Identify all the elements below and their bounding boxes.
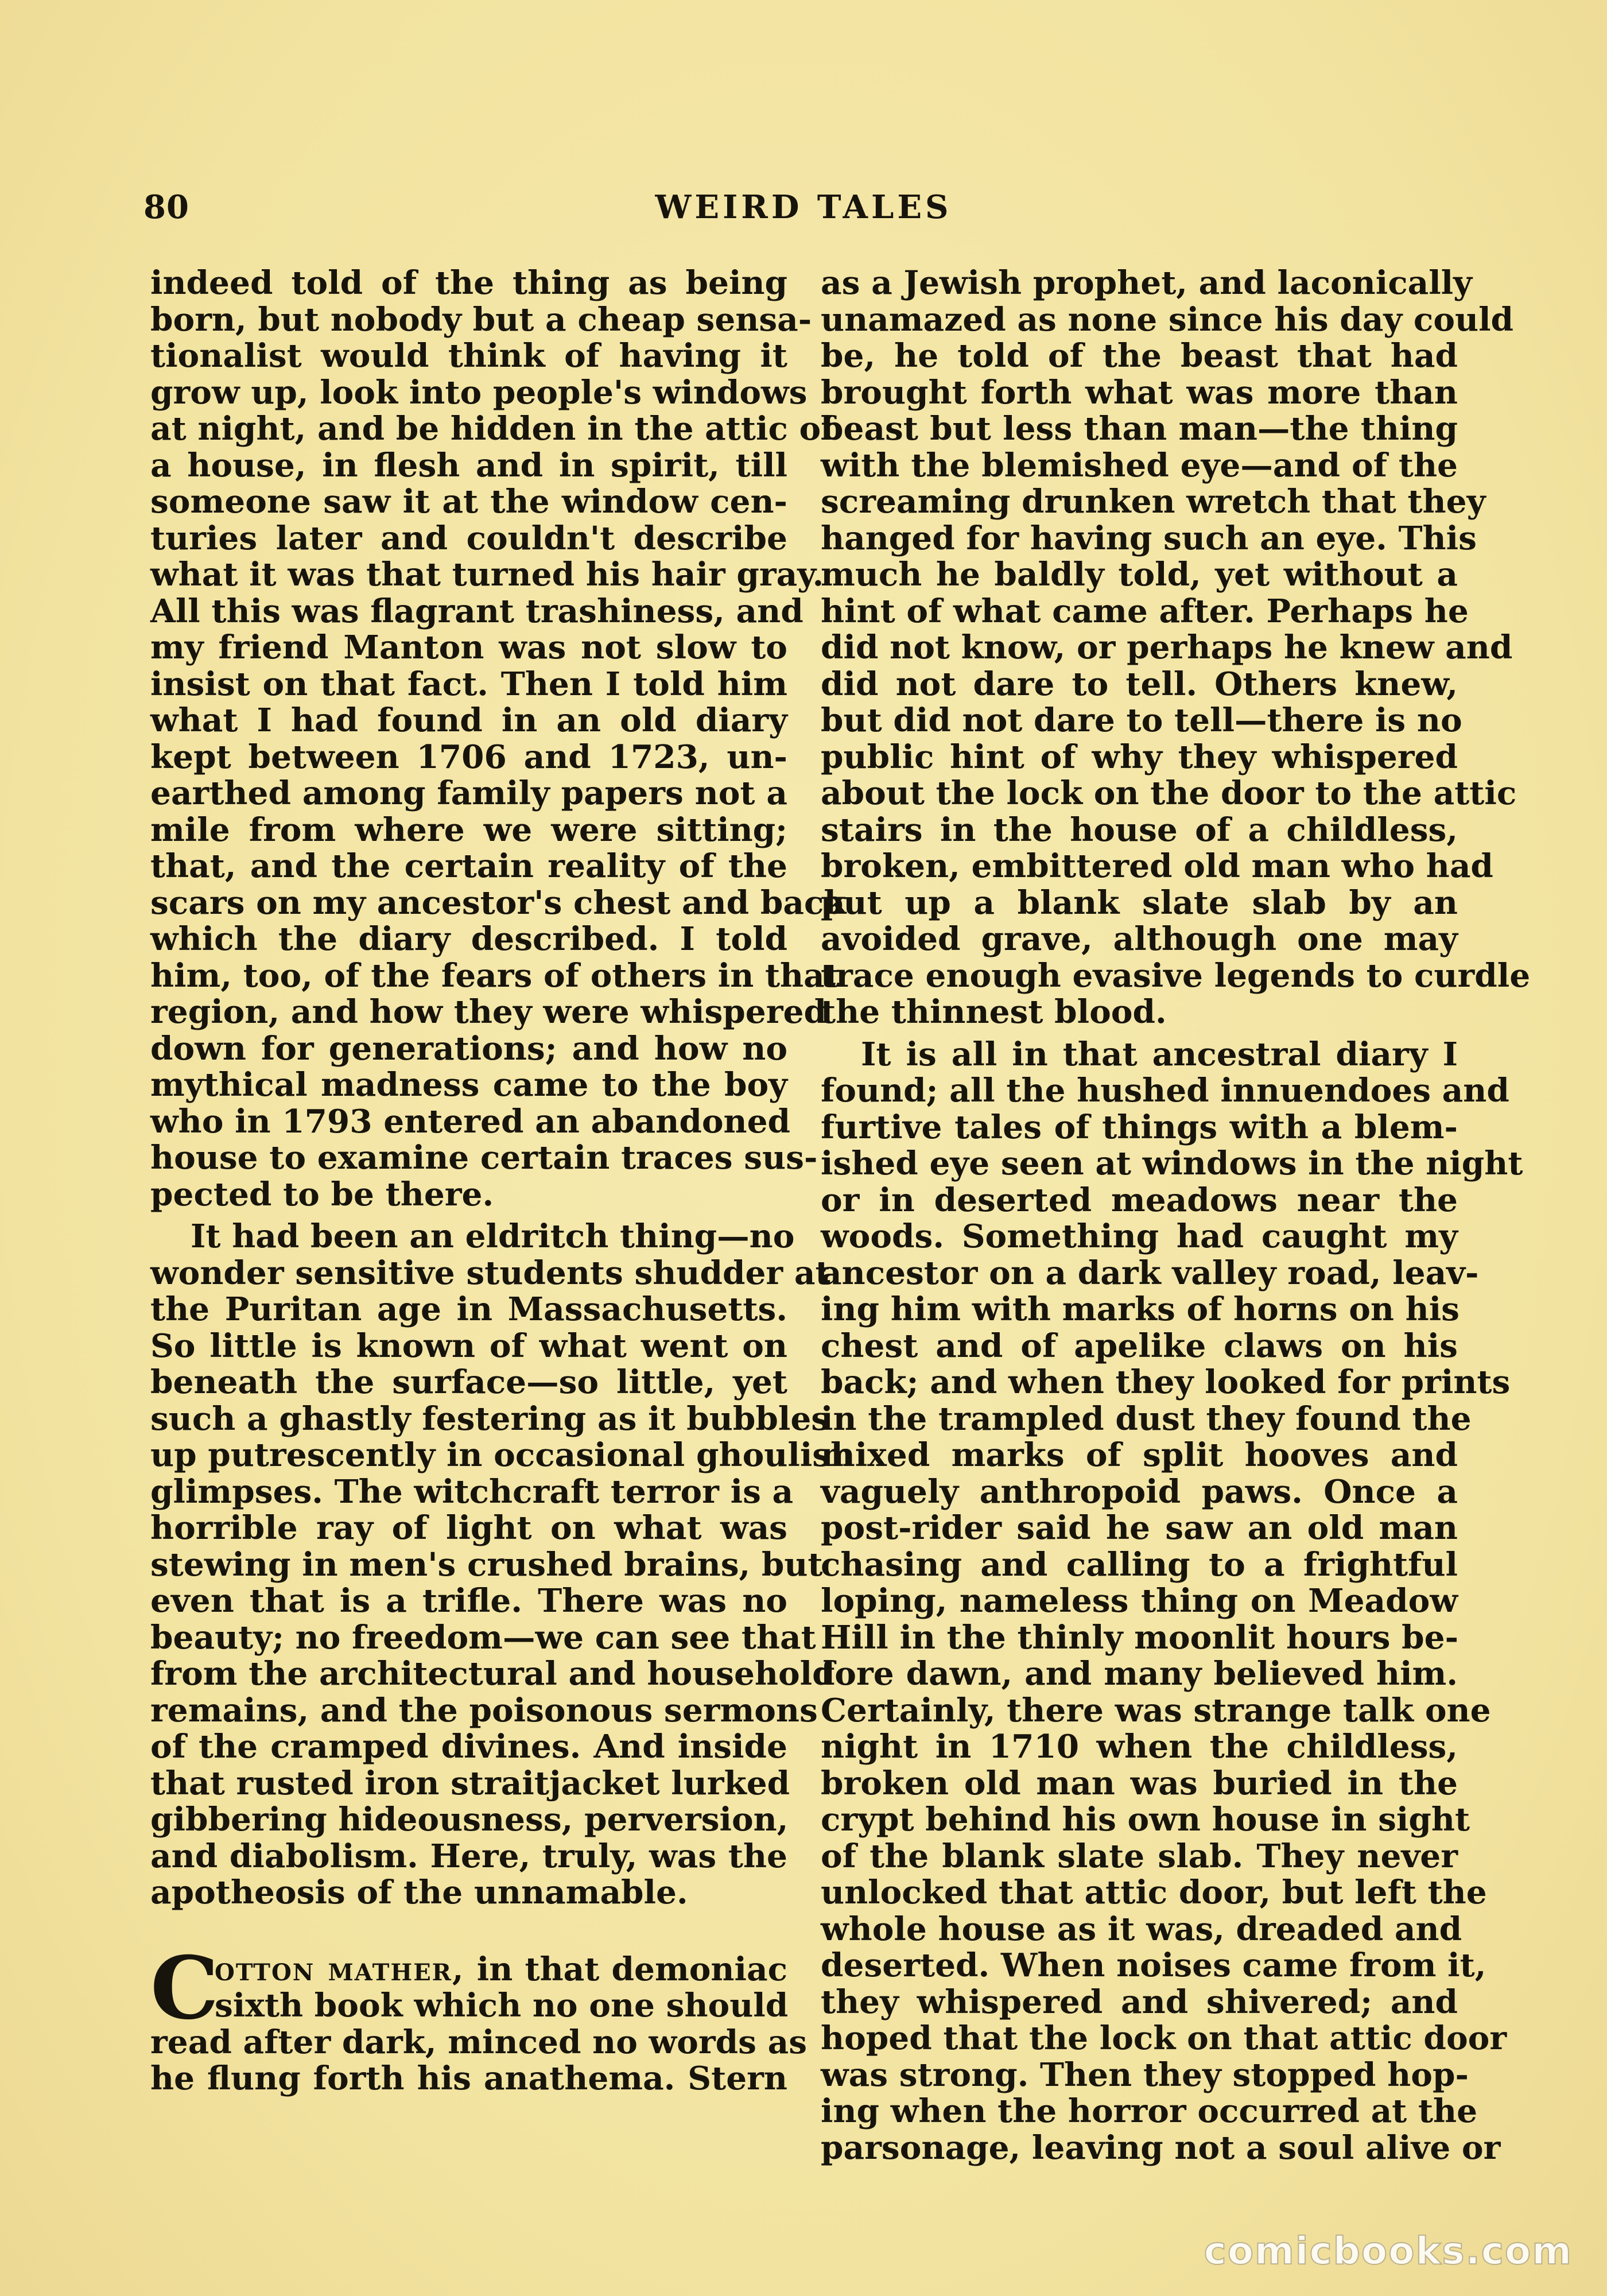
text-line: chasing and calling to a frightful: [821, 1545, 1458, 1584]
text-line: pected to be there.: [150, 1175, 494, 1213]
text-line: who in 1793 entered an abandoned: [150, 1102, 791, 1141]
text-line: did not know, or perhaps he knew and: [821, 629, 1513, 666]
text-line: beneath the surface—so little, yet: [150, 1363, 787, 1401]
text-line: earthed among family papers not a: [150, 774, 787, 812]
text-line: wonder sensitive students shudder at: [150, 1254, 830, 1292]
text-line: what I had found in an old diary: [150, 701, 787, 739]
text-line: him, too, of the fears of others in that: [150, 956, 840, 995]
text-line: such a ghastly festering as it bubbles: [150, 1399, 830, 1438]
text-line: All this was flagrant trashiness, and: [150, 592, 804, 630]
text-line: that rusted iron straitjacket lurked: [150, 1764, 790, 1802]
text-line: scars on my ancestor's chest and back: [150, 883, 847, 922]
text-line: horrible ray of light on what was: [150, 1509, 787, 1547]
text-line: put up a blank slate slab by an: [821, 883, 1458, 922]
text-line: the thinnest blood.: [821, 993, 1167, 1031]
text-line: mixed marks of split hooves and: [821, 1436, 1458, 1474]
text-line: Hill in the thinly moonlit hours be-: [821, 1618, 1459, 1657]
left-column: [150, 264, 855, 2097]
right-paragraph-1: [821, 264, 1531, 1031]
text-line: night in 1710 when the childless,: [821, 1728, 1458, 1766]
text-line: chest and of apelike claws on his: [821, 1327, 1458, 1365]
left-paragraph-2: [150, 1217, 855, 1911]
text-line: vaguely anthropoid paws. Once a: [821, 1472, 1458, 1511]
text-line: parsonage, leaving not a soul alive or: [821, 2128, 1501, 2167]
text-line: my friend Manton was not slow to: [150, 629, 787, 666]
text-line: born, but nobody but a cheap sensa-: [150, 300, 812, 339]
right-column: [821, 264, 1531, 2167]
text-line: crypt behind his own house in sight: [821, 1801, 1470, 1839]
text-line: deserted. When noises came from it,: [821, 1946, 1486, 1984]
text-line: [150, 1952, 787, 1988]
text-line: brought forth what was more than: [821, 373, 1458, 412]
text-line: beauty; no freedom—we can see that: [150, 1618, 816, 1657]
text-line: of the cramped divines. And inside: [150, 1728, 787, 1766]
text-line: grow up, look into people's windows: [150, 373, 808, 412]
text-line: ished eye seen at windows in the night: [821, 1145, 1523, 1182]
text-line: someone saw it at the window cen-: [150, 483, 787, 521]
text-line: what it was that turned his hair gray.: [150, 556, 824, 594]
text-line: or in deserted meadows near the: [821, 1181, 1458, 1219]
text-line: beast but less than man—the thing: [821, 410, 1458, 448]
text-line: It had been an eldritch thing—no: [191, 1217, 795, 1255]
text-line: sixth book which no one should: [215, 1987, 789, 2024]
text-line: kept between 1706 and 1723, un-: [150, 738, 787, 776]
page-header: [143, 178, 1464, 241]
text-line: screaming drunken wretch that they: [821, 483, 1486, 521]
text-line: of the blank slate slab. They never: [821, 1837, 1458, 1875]
text-line: house to examine certain traces sus-: [150, 1139, 818, 1177]
running-title: WEIRD TALES: [655, 188, 952, 226]
text-line: furtive tales of things with a blem-: [821, 1108, 1458, 1146]
small-caps-name: otton mather,: [215, 1950, 465, 1988]
text-line: at night, and be hidden in the attic of: [150, 410, 835, 448]
section-start-paragraph: [150, 1937, 808, 2097]
text-line: fore dawn, and many believed him.: [821, 1655, 1458, 1693]
first-line-rest: in that demoniac: [464, 1950, 787, 1988]
text-line: broken, embittered old man who had: [821, 847, 1493, 885]
text-line: as a Jewish prophet, and laconically: [821, 264, 1472, 302]
text-line: avoided grave, although one may: [821, 920, 1458, 958]
text-line: loping, nameless thing on Meadow: [821, 1582, 1458, 1620]
text-line: much he baldly told, yet without a: [821, 556, 1458, 594]
text-line: public hint of why they whispered: [821, 738, 1458, 776]
text-line: from the architectural and household: [150, 1655, 835, 1693]
text-line: whole house as it was, dreaded and: [821, 1910, 1462, 1948]
text-line: broken old man was buried in the: [821, 1764, 1458, 1802]
text-line: hint of what came after. Perhaps he: [821, 592, 1469, 630]
text-line: about the lock on the door to the attic: [821, 774, 1517, 812]
text-line: ancestor on a dark valley road, leav-: [821, 1254, 1479, 1292]
text-line: turies later and couldn't describe: [150, 519, 787, 557]
text-line: down for generations; and how no: [150, 1029, 787, 1068]
left-paragraph-1: [150, 264, 847, 1213]
text-line: woods. Something had caught my: [821, 1217, 1458, 1255]
text-line: they whispered and shivered; and: [821, 1983, 1458, 2021]
text-line: unamazed as none since his day could: [821, 300, 1514, 339]
text-line: Certainly, there was strange talk one: [821, 1691, 1491, 1729]
text-line: ing when the horror occurred at the: [821, 2092, 1478, 2130]
text-line: gibbering hideousness, perversion,: [150, 1801, 789, 1839]
text-line: trace enough evasive legends to curdle: [821, 956, 1531, 995]
text-line: hoped that the lock on that attic door: [821, 2019, 1507, 2057]
text-line: even that is a trifle. There was no: [150, 1582, 787, 1620]
text-line: mile from where we were sitting;: [150, 810, 787, 849]
text-line: apotheosis of the unnamable.: [150, 1874, 688, 1911]
text-line: he flung forth his anathema. Stern: [150, 2060, 787, 2097]
text-line: back; and when they looked for prints: [821, 1363, 1511, 1401]
text-line: ing him with marks of horns on his: [821, 1290, 1460, 1328]
text-line: was strong. Then they stopped hop-: [821, 2055, 1469, 2094]
text-line: hanged for having such an eye. This: [821, 519, 1477, 557]
text-line: that, and the certain reality of the: [150, 847, 787, 885]
text-line: a house, in flesh and in spirit, till: [150, 446, 787, 484]
text-line: post-rider said he saw an old man: [821, 1509, 1458, 1547]
text-line: up putrescently in occasional ghoulish: [150, 1436, 855, 1474]
text-line: the Puritan age in Massachusetts.: [150, 1290, 787, 1328]
text-line: remains, and the poisonous sermons: [150, 1691, 818, 1729]
page-number: 80: [143, 188, 189, 226]
text-line: It is all in that ancestral diary I: [861, 1035, 1458, 1073]
text-line: did not dare to tell. Others knew,: [821, 665, 1458, 703]
text-line: found; all the hushed innuendoes and: [821, 1072, 1509, 1110]
text-line: So little is known of what went on: [150, 1327, 787, 1365]
text-line: but did not dare to tell—there is no: [821, 701, 1462, 739]
text-line: and diabolism. Here, truly, was the: [150, 1837, 787, 1875]
text-line: stewing in men's crushed brains, but: [150, 1545, 823, 1584]
right-paragraph-2: [821, 1035, 1523, 2167]
text-line: glimpses. The witchcraft terror is a: [150, 1472, 794, 1511]
text-line: which the diary described. I told: [150, 920, 787, 958]
text-line: indeed told of the thing as being: [150, 264, 787, 302]
drop-cap: C: [150, 1937, 219, 2039]
text-line: mythical madness came to the boy: [150, 1066, 787, 1104]
text-line: insist on that fact. Then I told him: [150, 665, 787, 703]
site-watermark: comicbooks.com: [1204, 2229, 1573, 2273]
text-line: with the blemished eye—and of the: [821, 446, 1458, 484]
text-line: region, and how they were whispered: [150, 993, 826, 1031]
text-line: stairs in the house of a childless,: [821, 810, 1458, 849]
text-line: be, he told of the beast that had: [821, 337, 1458, 375]
text-line: tionalist would think of having it: [150, 337, 787, 375]
text-line: in the trampled dust they found the: [821, 1399, 1472, 1438]
text-line: read after dark, minced no words as: [150, 2023, 808, 2061]
text-line: unlocked that attic door, but left the: [821, 1874, 1487, 1911]
